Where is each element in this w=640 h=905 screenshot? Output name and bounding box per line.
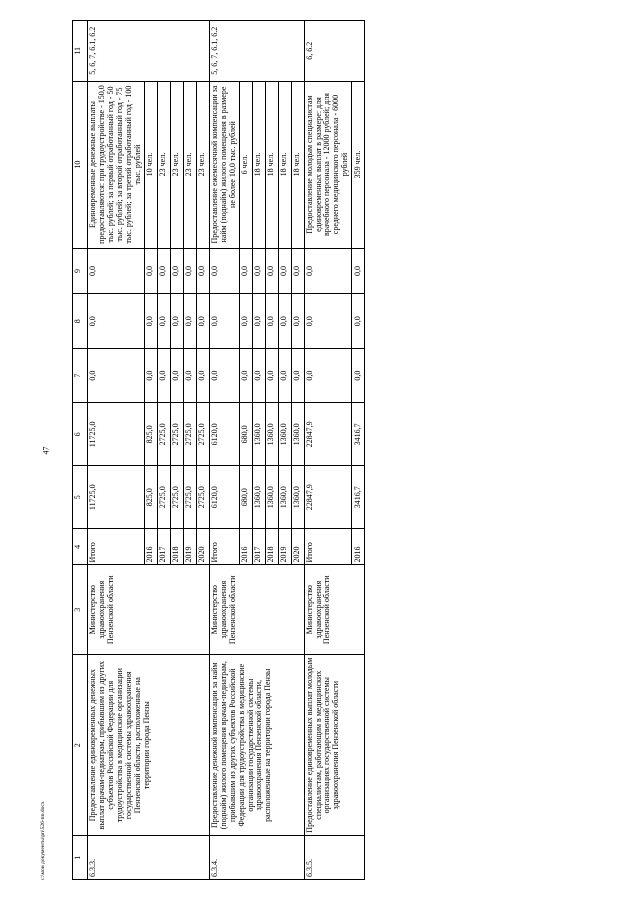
cell-value: 0,0	[157, 294, 170, 348]
col-header: 11	[73, 21, 88, 82]
program-table	[72, 20, 365, 880]
year: 2016	[144, 529, 157, 565]
table-row	[209, 21, 239, 880]
cell-value: 0,0	[209, 294, 239, 348]
executor: Министерство здравоохранения Пензенской области	[304, 565, 365, 655]
result-value: 23 чел.	[170, 81, 183, 248]
col-header: 7	[73, 348, 88, 402]
cell-value: 0,0	[239, 248, 252, 294]
indicator-refs: 5, 6, 7, 6.1, 6.2	[88, 21, 210, 82]
cell-value: 0,0	[88, 294, 145, 348]
cell-value: 11725,0	[88, 403, 145, 466]
cell-value: 0,0	[239, 294, 252, 348]
cell-value: 11725,0	[88, 466, 145, 529]
result-value: 18 чел.	[291, 81, 304, 248]
col-header: 6	[73, 403, 88, 466]
cell-value: 1360,0	[291, 466, 304, 529]
cell-value: 0,0	[278, 248, 291, 294]
cell-value: 0,0	[304, 248, 352, 294]
cell-value: 0,0	[88, 248, 145, 294]
year: 2020	[196, 529, 209, 565]
cell-value: 0,0	[196, 348, 209, 402]
cell-value: 0,0	[252, 294, 265, 348]
col-header: 10	[73, 81, 88, 248]
row-number: 6.3.3.	[88, 836, 210, 880]
cell-value: 0,0	[304, 294, 352, 348]
cell-value: 0,0	[291, 248, 304, 294]
file-path-footer: c:\мои документы\рп\526-пп.docx	[40, 801, 46, 880]
header-row	[73, 21, 88, 880]
cell-value: 680,0	[239, 403, 252, 466]
result-value: 6 чел.	[239, 81, 252, 248]
cell-value: 0,0	[144, 294, 157, 348]
cell-value: 22847,9	[304, 466, 352, 529]
cell-value: 2725,0	[196, 466, 209, 529]
cell-value: 0,0	[265, 294, 278, 348]
cell-value: 1360,0	[265, 466, 278, 529]
cell-value: 0,0	[239, 348, 252, 402]
cell-value: 1360,0	[265, 403, 278, 466]
cell-value: 22847,9	[304, 403, 352, 466]
total-label: Итого	[209, 529, 239, 565]
year: 2017	[252, 529, 265, 565]
cell-value: 0,0	[291, 294, 304, 348]
cell-value: 2725,0	[183, 403, 196, 466]
cell-value: 0,0	[170, 248, 183, 294]
result-value: 359 чел.	[352, 81, 365, 248]
cell-value: 6120,0	[209, 403, 239, 466]
cell-value: 0,0	[252, 348, 265, 402]
cell-value: 2725,0	[170, 403, 183, 466]
year: 2016	[239, 529, 252, 565]
col-header: 8	[73, 294, 88, 348]
col-header: 4	[73, 529, 88, 565]
cell-value: 2725,0	[196, 403, 209, 466]
result-value: 23 чел.	[196, 81, 209, 248]
cell-value: 680,0	[239, 466, 252, 529]
year: 2019	[278, 529, 291, 565]
result-value: 18 чел.	[252, 81, 265, 248]
cell-value: 0,0	[144, 248, 157, 294]
cell-value: 1360,0	[278, 403, 291, 466]
result-value: 23 чел.	[157, 81, 170, 248]
cell-value: 0,0	[352, 248, 365, 294]
cell-value: 0,0	[304, 348, 352, 402]
cell-value: 0,0	[157, 248, 170, 294]
cell-value: 0,0	[183, 248, 196, 294]
cell-value: 0,0	[157, 348, 170, 402]
result-value: 23 чел.	[183, 81, 196, 248]
cell-value: 3416,7	[352, 466, 365, 529]
cell-value: 1360,0	[291, 403, 304, 466]
result-value: 18 чел.	[265, 81, 278, 248]
result-description: Предоставление молодым специалистам единовременных выплат в размере: для врачебного персонала - 12000 рублей; для среднего медицинского персонала - 6000 рублей	[304, 81, 352, 248]
cell-value: 825,0	[144, 403, 157, 466]
year: 2019	[183, 529, 196, 565]
cell-value: 2725,0	[170, 466, 183, 529]
table-row	[304, 21, 352, 880]
cell-value: 2725,0	[183, 466, 196, 529]
cell-value: 0,0	[265, 248, 278, 294]
cell-value: 0,0	[278, 294, 291, 348]
cell-value: 0,0	[352, 348, 365, 402]
page-number: 47	[41, 446, 51, 455]
cell-value: 0,0	[278, 348, 291, 402]
cell-value: 0,0	[170, 294, 183, 348]
indicator-refs: 6, 6.2	[304, 21, 365, 82]
result-description: Предоставление ежемесячной компенсации за найм (поднайм) жилого помещения в размере не более 10,0 тыс. рублей	[209, 81, 239, 248]
year: 2017	[157, 529, 170, 565]
cell-value: 2725,0	[157, 403, 170, 466]
cell-value: 0,0	[183, 348, 196, 402]
cell-value: 0,0	[265, 348, 278, 402]
result-description: Единовременные денежные выплаты предоставляются: при трудоустройстве - 150,0 тыс. рублей; за первый отработанный год - 50 тыс. рублей; за второй отработанный год - 75 тыс. рублей; за третий отработанный год - 100 тыс. рублей	[88, 81, 145, 248]
row-number: 6.3.4.	[209, 836, 304, 880]
cell-value: 1360,0	[252, 466, 265, 529]
table-row	[88, 21, 145, 880]
year: 2018	[170, 529, 183, 565]
cell-value: 3416,7	[352, 403, 365, 466]
cell-value: 2725,0	[157, 466, 170, 529]
cell-value: 0,0	[183, 294, 196, 348]
cell-value: 6120,0	[209, 466, 239, 529]
row-number: 6.3.5.	[304, 836, 365, 880]
col-header: 9	[73, 248, 88, 294]
col-header: 3	[73, 565, 88, 655]
cell-value: 0,0	[144, 348, 157, 402]
col-header: 1	[73, 836, 88, 880]
measure-name: Предоставление единовременных выплат молодым специалистам, работающим в медицинских организациях государственной системы здравоохранения Пензенской области	[304, 654, 365, 835]
executor: Министерство здравоохранения Пензенской области	[88, 565, 210, 655]
cell-value: 0,0	[352, 294, 365, 348]
result-value: 18 чел.	[278, 81, 291, 248]
col-header: 2	[73, 654, 88, 835]
cell-value: 0,0	[196, 294, 209, 348]
total-label: Итого	[88, 529, 145, 565]
cell-value: 825,0	[144, 466, 157, 529]
indicator-refs: 5, 6, 7, 6.1, 6.2	[209, 21, 304, 82]
total-label: Итого	[304, 529, 352, 565]
cell-value: 0,0	[209, 248, 239, 294]
year: 2018	[265, 529, 278, 565]
measure-name: Предоставление денежной компенсации за найм (поднайм) жилого помещения врачам-педиатрам, прибывшим из других субъектов Российской Федерации для трудоустройства в медицинские организации государственной системы здравоохранения Пензенской области, расположенные на территории города Пензы	[209, 654, 304, 835]
cell-value: 0,0	[252, 248, 265, 294]
cell-value: 0,0	[196, 248, 209, 294]
executor: Министерство здравоохранения Пензенской области	[209, 565, 304, 655]
col-header: 5	[73, 466, 88, 529]
cell-value: 1360,0	[252, 403, 265, 466]
year: 2020	[291, 529, 304, 565]
cell-value: 0,0	[291, 348, 304, 402]
rotated-table-wrapper	[72, 20, 612, 880]
cell-value: 0,0	[88, 348, 145, 402]
measure-name: Предоставление единовременных денежных выплат врачам-педиатрам, прибывшим из других субъектов Российской Федерации для трудоустройства в медицинские организации государственной системы здравоохранения Пензенской области, расположенные на территории города Пензы	[88, 654, 210, 835]
result-value: 10 чел.	[144, 81, 157, 248]
cell-value: 0,0	[170, 348, 183, 402]
cell-value: 0,0	[209, 348, 239, 402]
cell-value: 1360,0	[278, 466, 291, 529]
year: 2016	[352, 529, 365, 565]
